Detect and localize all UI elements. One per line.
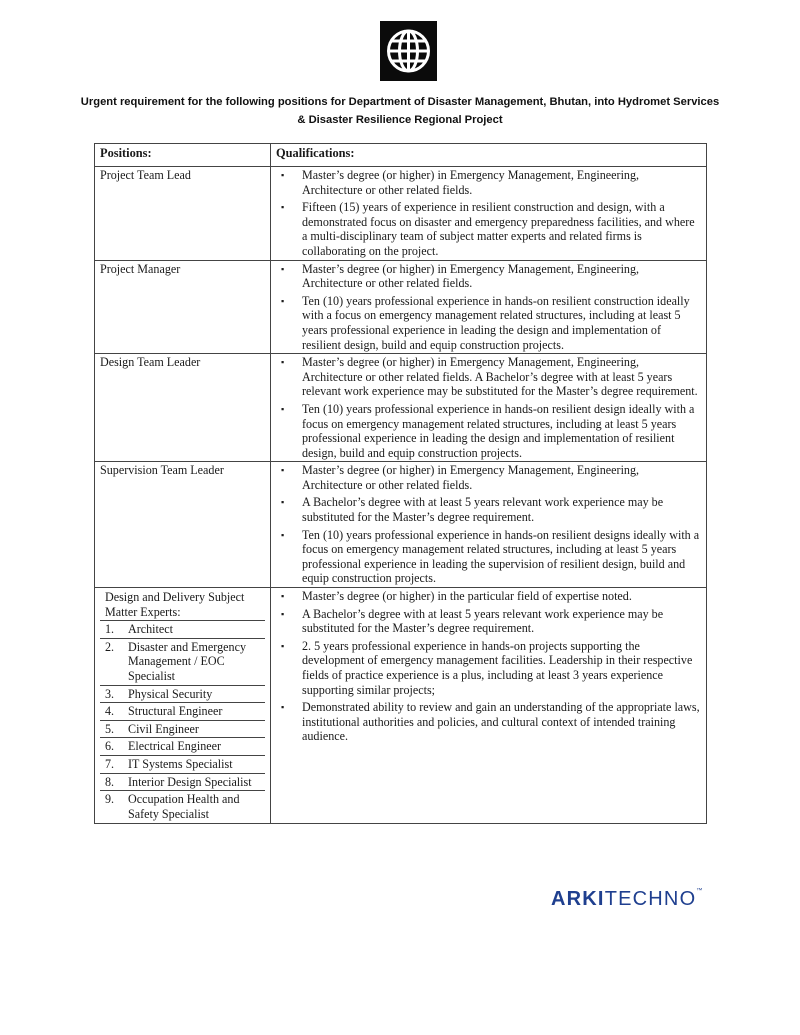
qualification-text: Master’s degree (or higher) in Emergency Management, Engineering, Architecture or other related fields. [302,463,640,492]
sub-position-label: Architect [128,622,173,637]
qualification-text: Master’s degree (or higher) in the particular field of expertise noted. [302,589,632,604]
qualifications-cell [271,260,707,354]
globe-icon [380,21,437,81]
qualification-text: Ten (10) years professional experience in hands-on resilient construction ideally with a focus on emergency management related structures, including at least 5 years professional experience in leading the design and implementation of resilient design, build and equip construction projects. [302,293,690,352]
qualifications-cell [271,354,707,462]
qualification-item [276,589,701,604]
sub-position-label: Physical Security [128,686,213,701]
table-row [95,354,707,462]
sub-position-number: 5. [105,721,115,736]
qualification-item [276,463,701,492]
qualifications-list [276,589,701,744]
sub-position-item [100,620,265,638]
bullet-icon: ▪ [281,357,285,368]
bullet-icon: ▪ [281,591,285,602]
requirements-table [94,143,707,824]
table-row [95,462,707,588]
sub-position-item [100,755,265,773]
qualification-item [276,639,701,697]
qualifications-cell [271,588,707,824]
qualification-item [276,700,701,744]
table-row [95,167,707,261]
sub-position-number: 2. [105,639,115,654]
qualification-item [276,495,701,524]
bullet-icon: ▪ [281,640,285,651]
qualification-text: A Bachelor’s degree with at least 5 years relevant work experience may be substituted for the Master’s degree requirement. [302,606,664,636]
qualification-text: Ten (10) years professional experience in hands-on resilient design ideally with a focus on emergency management related structures, including at least 5 years professional experience in leading the design and implementation of resilient design, build and equip construction projects. [302,401,695,460]
trademark-mark: ™ [696,888,703,894]
sub-position-item [100,720,265,738]
brand-rest: TECHNO [604,888,697,910]
qualifications-list [276,463,701,586]
qualifications-list [276,355,701,460]
bullet-icon: ▪ [281,702,285,713]
qualification-text: A Bachelor’s degree with at least 5 years relevant work experience may be substituted for the Master’s degree requirement. [302,495,664,525]
sub-position-label: Structural Engineer [128,704,223,719]
positions-column-header: Positions: [95,144,271,167]
qualification-item [276,355,701,399]
sub-position-label: Disaster and Emergency Management / EOC Specialist [128,639,246,683]
qualification-item [276,294,701,352]
qualifications-cell [271,167,707,261]
qualification-item [276,528,701,586]
qualification-item [276,262,701,291]
qualifications-list [276,168,701,259]
sub-position-number: 8. [105,774,115,789]
position-cell: Project Team Lead [95,167,271,261]
qualification-item [276,402,701,460]
position-cell: Design Team Leader [95,354,271,462]
bullet-icon: ▪ [281,295,285,306]
sub-position-number: 9. [105,792,115,807]
sub-position-number: 1. [105,622,115,637]
qualifications-cell [271,462,707,588]
qualification-text: 2. 5 years professional experience in hands-on projects supporting the development of emergency management facilities. Leadership in their respective fields of practice experience is a plus, including at least 3 years experience supporting similar projects; [302,638,693,697]
qualification-text: Demonstrated ability to review and gain an understanding of the appropriate laws, institutional authorities and policies, and cultural context of intended training audience. [302,700,700,744]
sub-position-item [100,790,265,822]
position-cell: Project Manager [95,260,271,354]
bullet-icon: ▪ [281,170,285,180]
sub-position-label: IT Systems Specialist [128,756,233,771]
sub-position-number: 3. [105,686,115,701]
qualification-text: Master’s degree (or higher) in Emergency Management, Engineering, Architecture or other related fields. [302,261,640,291]
bullet-icon: ▪ [281,608,285,619]
bullet-icon: ▪ [281,465,285,476]
position-cell: Supervision Team Leader [95,462,271,588]
bullet-icon: ▪ [281,497,285,508]
sub-position-item [100,702,265,720]
qualification-item [276,200,701,258]
sub-position-number: 7. [105,756,115,771]
qualification-item [276,168,701,197]
brand-bold: ARKI [551,888,605,910]
qualification-text: Master’s degree (or higher) in Emergency Management, Engineering, Architecture or other related fields. [302,168,640,197]
qualifications-list [276,262,701,353]
bullet-icon: ▪ [281,529,285,540]
table-row [95,260,707,354]
bullet-icon: ▪ [281,202,285,213]
table-header-row [95,144,707,167]
sub-position-label: Interior Design Specialist [128,774,252,789]
arkitechno-logo [551,888,702,911]
page-title: Urgent requirement for the following positions for Department of Disaster Management, Bhutan, into Hydromet Services & Disaster Resilience Regional Project [80,96,720,126]
position-cell [95,588,271,824]
world-bank-logo [380,21,437,81]
sub-position-number: 4. [105,704,115,719]
qualifications-column-header: Qualifications: [271,144,707,167]
sub-position-item [100,737,265,755]
sub-position-label: Civil Engineer [128,721,199,736]
sub-position-number: 6. [105,739,115,754]
bullet-icon: ▪ [281,263,285,274]
sub-position-label: Electrical Engineer [128,739,222,754]
sub-position-item [100,773,265,791]
position-title: Design and Delivery Subject Matter Experts: [105,590,245,619]
qualification-text: Ten (10) years professional experience in hands-on resilient designs ideally with a focus on emergency management related structures, including at least 5 years professional experience in leading the supervision of resilient design, build and equip construction projects. [302,527,700,586]
bullet-icon: ▪ [281,403,285,414]
sub-position-item [100,638,265,685]
qualification-item [276,607,701,636]
sub-position-label: Occupation Health and Safety Specialist [128,792,240,821]
sub-position-item [100,685,265,703]
qualification-text: Fifteen (15) years of experience in resilient construction and design, with a demonstrated focus on disaster and emergency preparedness facilities, and where a multi-disciplinary team of subject matter experts and related firms is collaborating on the project. [302,200,695,258]
qualification-text: Master’s degree (or higher) in Emergency Management, Engineering, Architecture or other related fields. A Bachelor’s degree with at least 5 years relevant work experience may be substituted for the Master’s degree requirement. [302,355,698,399]
table-row [95,588,707,824]
